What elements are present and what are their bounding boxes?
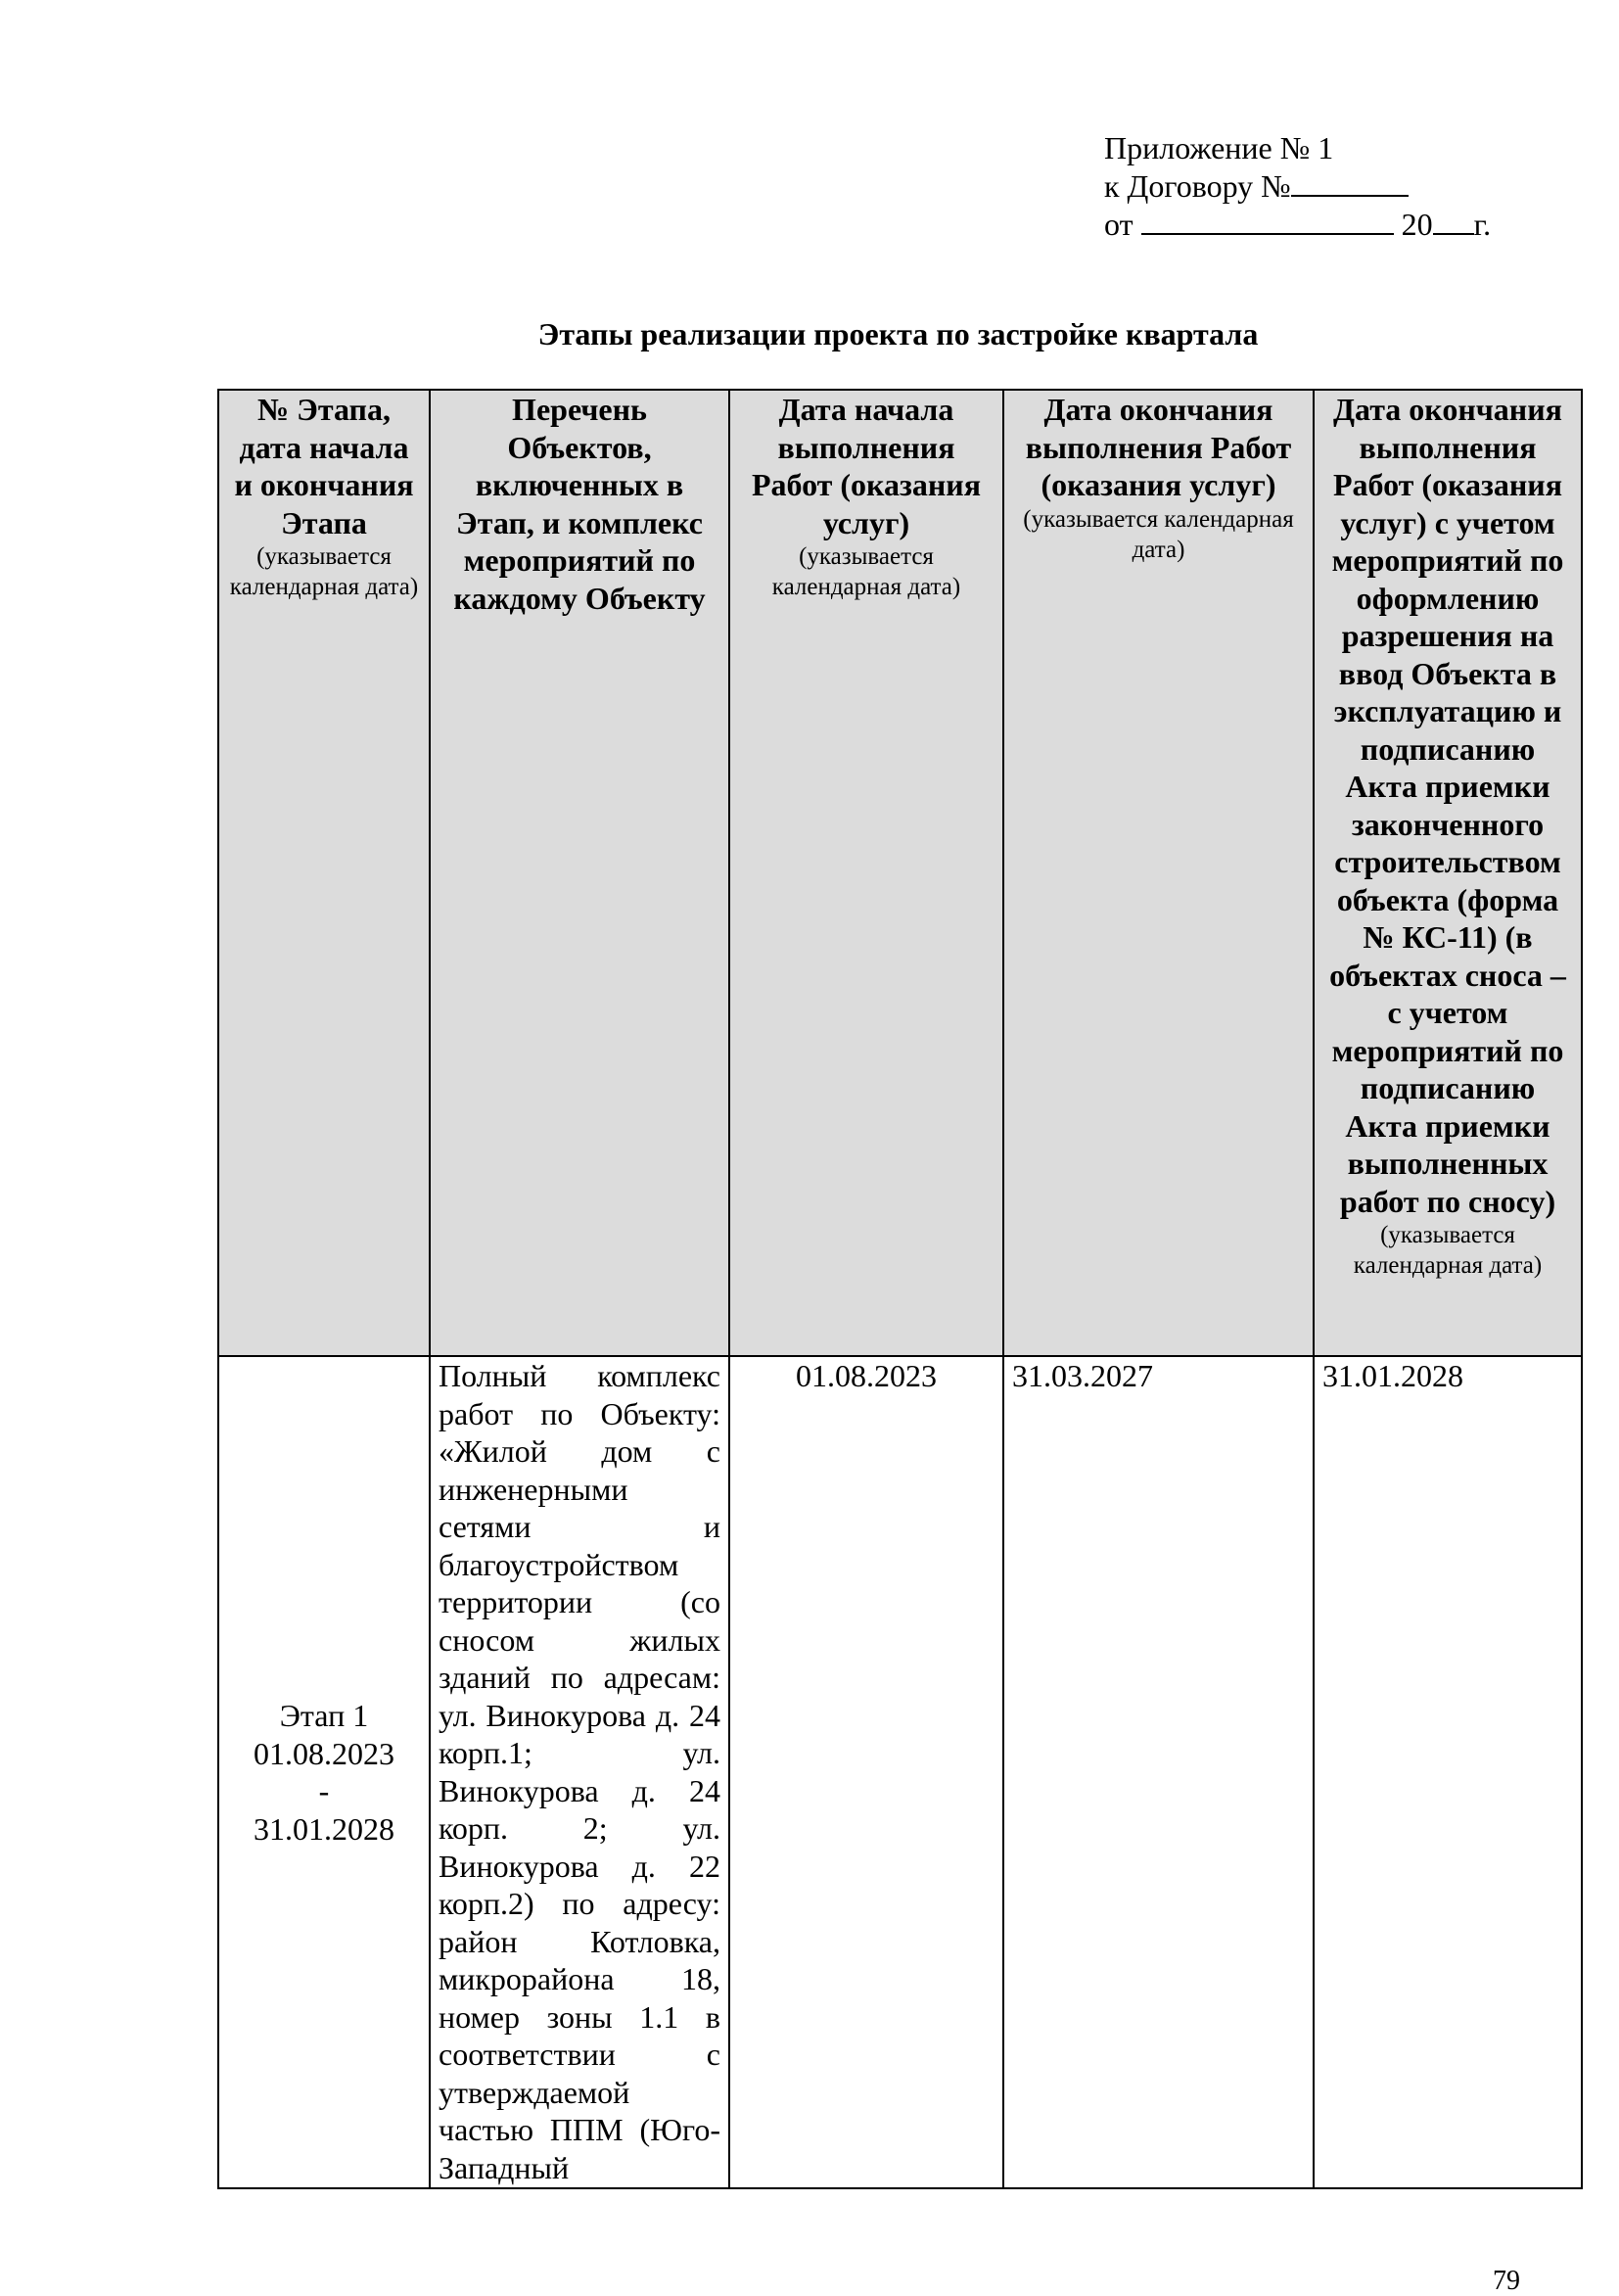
- contract-number-label: к Договору №: [1104, 168, 1291, 204]
- contract-year-prefix: 20: [1401, 207, 1433, 242]
- header-objects-label: Перечень Объектов, включенных в Этап, и комплекс мероприятий по каждому Объекту: [453, 392, 706, 616]
- document-title: Этапы реализации проекта по застройке квартала: [537, 316, 1259, 351]
- stage-cell: [218, 1356, 430, 2188]
- header-commissioning-date-note: (указывается календарная дата): [1353, 1222, 1543, 1279]
- header-stage: [218, 390, 430, 1356]
- appendix-block: [1104, 129, 1491, 244]
- header-stage-label: № Этапа, дата начала и окончания Этапа: [234, 392, 414, 540]
- commissioning-date-cell: 31.01.2028: [1314, 1356, 1582, 2188]
- contract-year-suffix: г.: [1473, 207, 1492, 242]
- stage-start: 01.08.2023: [254, 1735, 394, 1771]
- header-objects: [430, 390, 729, 1356]
- contract-year-blank: [1433, 208, 1474, 235]
- stage-end: 31.01.2028: [254, 1810, 394, 1847]
- header-end-date-label: Дата окончания выполнения Работ (оказания услуг): [1025, 392, 1292, 502]
- stage-dash: -: [318, 1773, 330, 1808]
- header-end-date: [1003, 390, 1314, 1356]
- stage-name: Этап 1: [279, 1698, 369, 1733]
- header-start-date: [729, 390, 1003, 1356]
- table-header-row: [218, 390, 1582, 1356]
- header-commissioning-date-label: Дата окончания выполнения Работ (оказания услуг) с учетом мероприятий по оформлению разрешения на ввод Объекта в эксплуатацию и подписанию Акта приемки законченного строительством объекта (форма № КС-11) (в объектах сноса – с учетом мероприятий по подписанию Акта приемки выполненных работ по сносу): [1329, 392, 1566, 1219]
- header-start-date-note: (указывается календарная дата): [771, 543, 961, 600]
- table-row: [218, 1356, 1582, 2188]
- start-date-cell: 01.08.2023: [729, 1356, 1003, 2188]
- appendix-title: Приложение № 1: [1104, 130, 1334, 165]
- contract-date-label: от: [1104, 207, 1133, 242]
- stages-table: [217, 389, 1583, 2189]
- header-end-date-note: (указывается календарная дата): [1023, 505, 1294, 563]
- contract-number-line: [1104, 167, 1491, 206]
- page-number: 79: [1493, 2266, 1520, 2296]
- contract-date-line: [1104, 206, 1491, 244]
- header-commissioning-date: [1314, 390, 1582, 1356]
- objects-cell: Полный комплекс работ по Объекту: «Жилой дом с инженерными сетями и благоустройством территории (со сносом жилых зданий по адресам: ул. Винокурова д. 24 корп.1; ул. Винокурова д. 24 корп. 2; ул. Винокурова д. 22 корп.2) по адресу: район Котловка, микрорайона 18, номер зоны 1.1 в соответствии с утверждаемой частью ППМ (Юго-Западный: [430, 1356, 729, 2188]
- header-stage-note: (указывается календарная дата): [229, 543, 419, 600]
- header-start-date-label: Дата начала выполнения Работ (оказания услуг): [751, 392, 982, 540]
- contract-date-blank: [1141, 208, 1394, 235]
- end-date-cell: 31.03.2027: [1003, 1356, 1314, 2188]
- contract-number-blank: [1291, 169, 1409, 197]
